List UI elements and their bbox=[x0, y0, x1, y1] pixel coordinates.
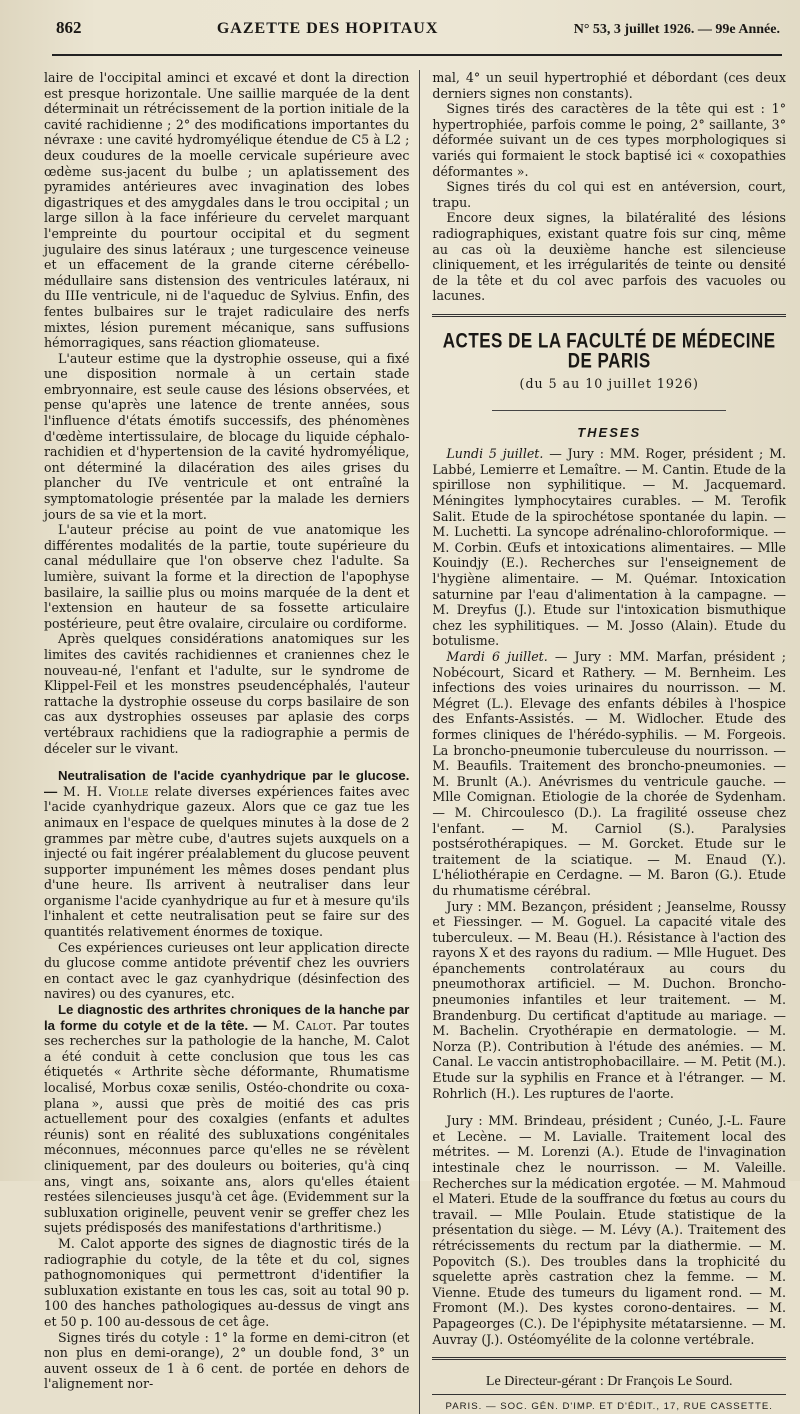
paragraph: Signes tirés des caractères de la tête qui est : 1° hypertrophiée, parfois comme le poing, 2° saillante, 3° déformée suivant un de ces types morphologiques si variés qui formaient le stock baptisé ici « coxopathies déformantes ». bbox=[432, 101, 786, 179]
footer-divider bbox=[432, 1357, 786, 1360]
printer-line: PARIS. — SOC. GÉN. D'IMP. ET D'ÉDIT., 17, RUE CASSETTE. bbox=[445, 1400, 773, 1412]
article-arthrites bbox=[44, 1002, 409, 1236]
section-rule bbox=[492, 410, 726, 411]
section-divider bbox=[432, 314, 786, 317]
theses-text: — Jury : MM. Roger, président ; M. Labbé, Lemierre et Lemaître. — M. Cantin. Etude de la spirillose non syphilitique. — M. Jacquemard. Méningites lymphocytaires curables. — M. Terofik Salit. Etude de la spirochétose spontanée du lapin. — M. Luchetti. La syncope adrénalino-chloroformique. — M. Corbin. Œufs et intoxications alimentaires. — Mlle Kouindjy (E.). Recherches sur l'enseignement de l'hygiène alimentaire. — M. Quémar. Intoxication saturnine par l'eau d'alimentation à la campagne. — M. Dreyfus (J.). Etude sur l'intoxication bismuthique chez les syphilitiques. — M. Josso (Alain). Etude du botulisme. bbox=[432, 446, 786, 649]
paragraph: L'auteur précise au point de vue anatomique les différentes modalités de la partie, toute supérieure du canal médullaire que l'on observe chez l'adulte. Sa lumière, suivant la forme et la direction de l'apophyse basilaire, la saillie plus ou moins marquée de la dent et l'extension en hauteur de sa fossette articulaire postérieure, peut être ovalaire, circulaire ou cordiforme. bbox=[44, 522, 410, 631]
section-dates: (du 5 au 10 juillet 1926) bbox=[519, 376, 699, 392]
article-author: M. H. Violle bbox=[63, 783, 149, 799]
paragraph: Encore deux signes, la bilatéralité des lésions radiographiques, existant quatre fois sur cinq, même au cas où la deuxième hanche est silencieuse cliniquement, et les irrégularités de teinte ou densité de la tête et du col avec parfois des vacuoles ou lacunes. bbox=[432, 210, 786, 304]
paragraph: Signes tirés du cotyle : 1° la forme en demi-citron (et non plus en demi-orange), 2° un double fond, 3° un auvent osseux de 1 à 6 cent. de portée en dehors de l'alignement nor- bbox=[44, 1329, 410, 1392]
page-number: 862 bbox=[56, 18, 82, 37]
theses-tuesday bbox=[432, 649, 786, 899]
paragraph: Ces expériences curieuses ont leur application directe du glucose comme antidote préventif chez les ouvriers en contact avec le gaz cyanhydrique (désinfection des navires) ou des cyanures, etc. bbox=[44, 939, 410, 1002]
masthead bbox=[44, 18, 786, 44]
spacer bbox=[432, 1101, 786, 1113]
paragraph: Après quelques considérations anatomiques sur les limites des cavités rachidiennes et craniennes chez le nouveau-né, l'enfant et l'adulte, sur le syndrome de Klippel-Feil et les monstres pseudencéphalés, l'auteur rattache la dystrophie osseuse du corps basilaire de son cas aux dystrophies osseuses par aplasie des corps vertébraux rachidiens que la radiographie a permis de déceler sur le vivant. bbox=[44, 631, 410, 756]
theses-heading: THESES bbox=[577, 424, 642, 440]
left-column bbox=[44, 70, 420, 1414]
theses-monday bbox=[432, 446, 786, 649]
article-author: M. Calot. bbox=[272, 1017, 337, 1033]
article-text: relate diverses expériences faites avec l'acide cyanhydrique gazeux. Alors que ce gaz tue les animaux en l'espace de quelques minutes à la dose de 2 grammes par mètre cube, d'autres sujets auxquels on a injecté ou fait ingérer préalablement du glucose peuvent supporter impunément les mêmes doses pendant plus d'une heure. Ils arrivent à neutraliser dans leur organisme l'acide cyanhydrique au fur et à mesure qu'ils l'inhalent et cette neutralisation peut se faire sur des quantités relativement énormes de toxique. bbox=[44, 783, 410, 940]
journal-title: GAZETTE DES HOPITAUX bbox=[216, 20, 439, 37]
issue-info: N° 53, 3 juillet 1926. — 99e Année. bbox=[573, 22, 780, 37]
article-neutralisation bbox=[44, 768, 409, 940]
paragraph: M. Calot apporte des signes de diagnostic tirés de la radiographie du cotyle, de la tête et du col, signes pathognomoniques qui permettront d'identifier la subluxation existante en tous les cas, soit au total 90 p. 100 des hanches pathologiques au-dessus de vingt ans et 50 p. 100 au-dessous de cet âge. bbox=[44, 1235, 410, 1329]
director-line: Le Directeur-gérant : Dr François Le Sourd. bbox=[485, 1374, 733, 1390]
article-heading: Le diagnostic des arthrites chroniques de la hanche par la forme du cotyle et de la tête. — bbox=[44, 1002, 410, 1033]
theses-date: Lundi 5 juillet. bbox=[446, 446, 544, 462]
paragraph: Signes tirés du col qui est en antéversion, court, trapu. bbox=[432, 179, 786, 210]
article-text: Par toutes ses recherches sur la pathologie de la hanche, M. Calot a été conduit à cette conclusion que tous les cas étiquetés « Arthrite sèche déformante, Rhumatisme localisé, Morbus coxæ senilis, Ostéo-chondrite ou coxa-plana », aussi que près de moitié des cas pris actuellement pour des coxalgies (enfants et adultes réunis) sont en réalité des subluxations congénitales méconnues, méconnues parce qu'elles ne se révèlent cliniquement, par des douleurs ou boiteries, qu'à cinq ans, vingt ans, soixante ans, alors qu'elles étaient restées silencieuses jusqu'à cet âge. (Evidemment sur la subluxation originelle, peuvent venir se greffer chez les sujets prédisposés des manifestations d'arthritisme.) bbox=[44, 1017, 410, 1236]
theses-date: Mardi 6 juillet. bbox=[446, 649, 548, 664]
two-columns bbox=[44, 70, 786, 1414]
printer-rule bbox=[432, 1394, 786, 1395]
theses-text: — Jury : MM. Marfan, président ; Nobécourt, Sicard et Rathery. — M. Bernheim. Les infections des voies urinaires du nourrisson. — M. Mégret (L.). Elevage des enfants débiles à l'hospice des Enfants-Assistés. — M. Widlocher. Etude des formes cliniques de l'hérédo-syphilis. — M. Forgeois. La broncho-pneumonie tuberculeuse du nourrisson. — M. Beaufils. Traitement des broncho-pneumonies. — M. Brunlt (A.). Anévrismes du ventricule gauche. — Mlle Comignan. Etiologie de la chorée de Sydenham. — M. Chircoulesco (D.). La fragilité osseuse chez l'enfant. — M. Carniol (S.). Paralysies postsérothérapiques. — M. Gorcket. Etude sur le traitement de la sciatique. — M. Enaud (Y.). L'héliothérapie en Cerdagne. — M. Baron (G.). Etude du rhumatisme cérébral. bbox=[432, 649, 786, 898]
paragraph: mal, 4° un seuil hypertrophié et débordant (ces deux derniers signes non constants). bbox=[432, 70, 786, 101]
spacer bbox=[44, 756, 409, 768]
right-column bbox=[420, 70, 786, 1414]
theses-jury: Jury : MM. Brindeau, président ; Cunéo, J.-L. Faure et Lecène. — M. Lavialle. Traitement local des métrites. — M. Lorenzi (A.). Etude de l'invagination intestinale chez le nourrisson. — M. Valeille. Recherches sur la médication ergotée. — M. Mahmoud el Materi. Etude de la souffrance du fœtus au cours du travail. — Mlle Poulain. Etude statistique de la présentation du siège. — M. Lévy (A.). Traitement des rétrécissements du rectum par la diathermie. — M. Popovitch (S.). Des troubles dans la trophicité du squelette après castration chez la femme. — M. Vienne. Etude des tumeurs du ligament rond. — M. Fromont (M.). Des kystes corono-dentaires. — M. Papageorges (C.). De l'épiphysite métatarsienne. — M. Auvray (J.). Ostéomyélite de la colonne vertébrale. bbox=[432, 1113, 786, 1347]
article-heading: Neutralisation de l'acide cyanhydrique par le glucose. — bbox=[44, 768, 410, 799]
paragraph: L'auteur estime que la dystrophie osseuse, qui a fixé une disposition normale à un certain stade embryonnaire, est seule cause des lésions observées, et pense qu'après une latence de trente années, sous l'influence d'états émotifs successifs, des phénomènes d'œdème intertissulaire, de blocage du liquide céphalo-rachidien et d'hypertension de la cavité hydromyélique, ont déterminé la dilacération des ailes grises du plancher du IVe ventricule et ont entraîné la symptomatologie présentée par la malade les derniers jours de sa vie et la mort. bbox=[44, 350, 410, 522]
paragraph: laire de l'occipital aminci et excavé et dont la direction est presque horizontale. Une saillie marquée de la dent déterminait un rétrécissement de la portion initiale de la cavité rachidienne ; 2° des modifications importantes du névraxe : une cavité hydromyélique étendue de C5 à L2 ; deux coudures de la moelle cervicale supérieure avec œdème sus-jacent du bulbe ; un aplatissement des pyramides antérieures avec invagination des lobes digastriques et des amygdales dans le trou occipital ; un large sillon à la face inférieure du cervelet marquant l'empreinte du pourtour occipital et du segment jugulaire des sinus latéraux ; une turgescence veineuse et un effacement de la grande citerne cérébello-médullaire sans distension des ventricules latéraux, ni du IIIe ventricule, ni de l'aqueduc de Sylvius. Enfin, des fentes bulbaires sur le trajet radiculaire des nerfs mixtes, lésion purement mécanique, sans suffusions hémorragiques, sans réaction gliomateuse. bbox=[44, 70, 410, 351]
section-title: ACTES DE LA FACULTÉ DE MÉDECINE DE PARIS bbox=[442, 328, 776, 372]
theses-jury: Jury : MM. Bezançon, président ; Jeanselme, Roussy et Fiessinger. — M. Goguel. La capacité vitale des tuberculeux. — M. Beau (H.). Résistance à l'action des rayons X et des rayons du radium. — Mlle Huguet. Des épanchements controlatéraux au cours du pneumothorax artificiel. — M. Duchon. Broncho-pneumonies infantiles et leur traitement. — M. Brandenburg. Du certificat d'aptitude au mariage. — M. Bachelin. Cryothérapie en dermatologie. — M. Norza (P.). Contribution à l'étude des anémies. — M. Canal. Le vaccin antistrophobacillaire. — M. Petit (M.). Etude sur la syphilis en France et à l'étranger. — M. Rohrlich (H.). Les ruptures de l'aorte. bbox=[432, 898, 786, 1101]
header-rule bbox=[52, 54, 782, 56]
